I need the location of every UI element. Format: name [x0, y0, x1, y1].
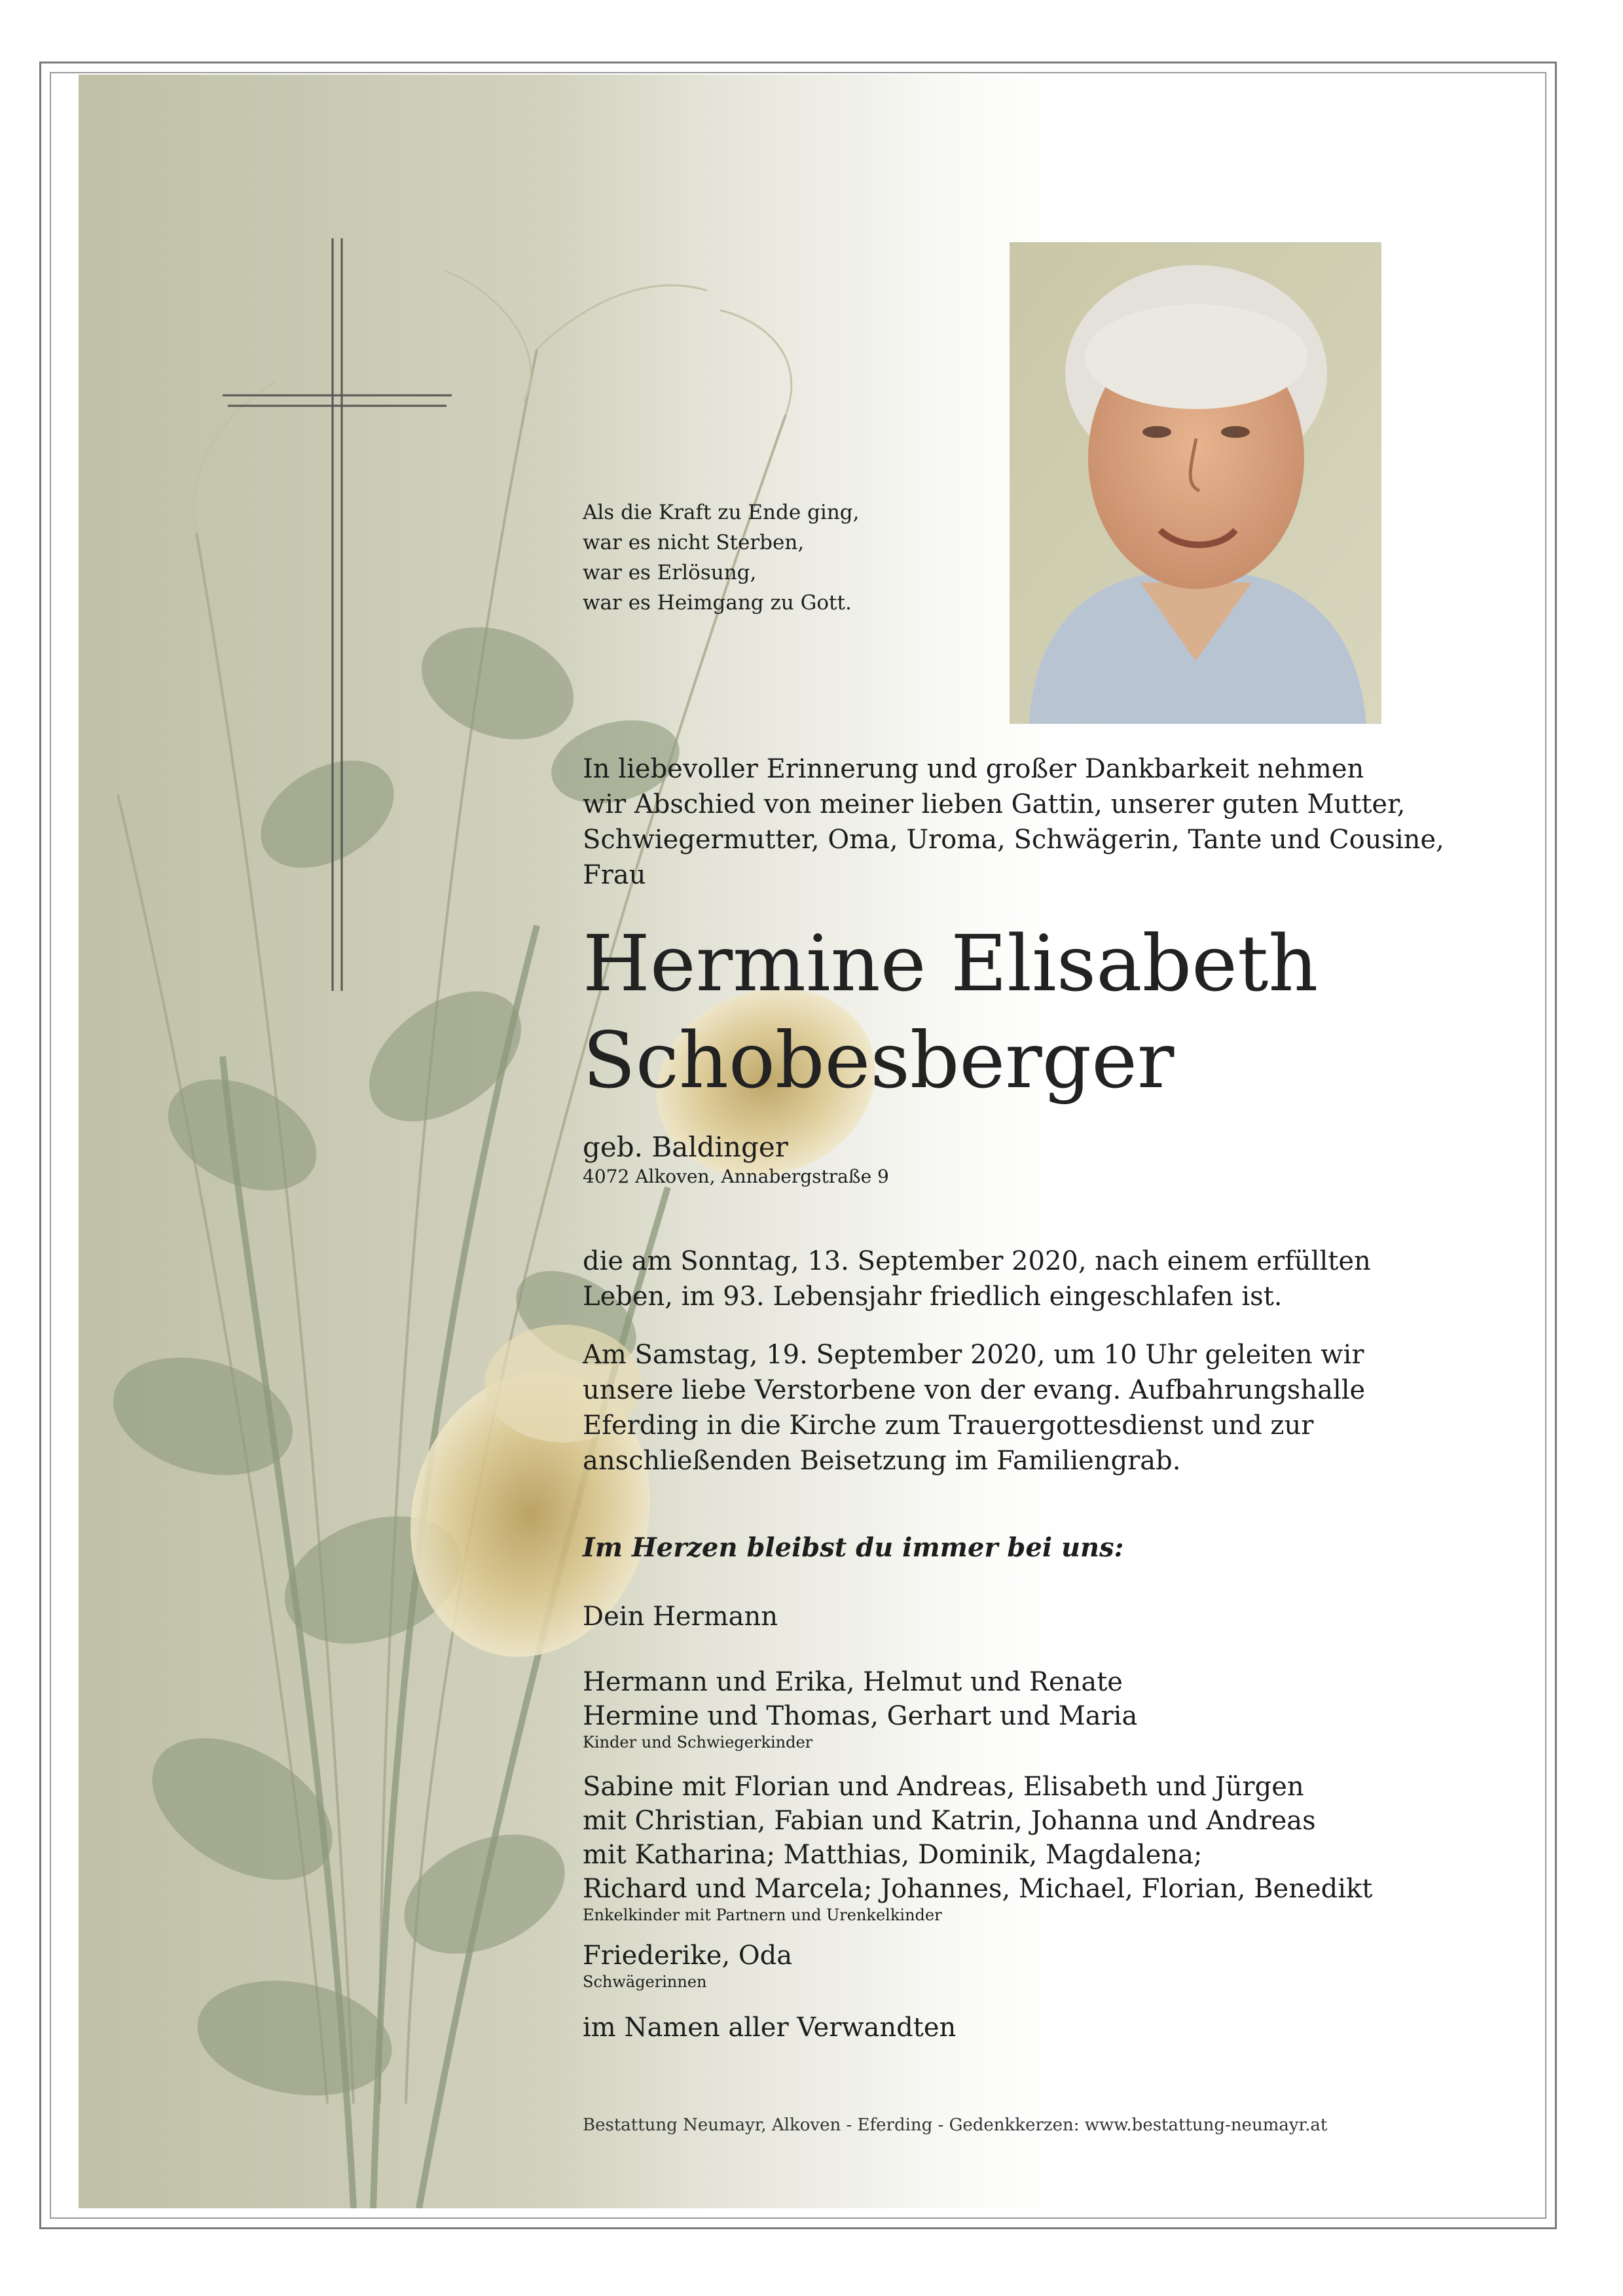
intro-line: In liebevoller Erinnerung und großer Dankbarkeit nehmen — [583, 754, 1364, 784]
intro-line: wir Abschied von meiner lieben Gattin, unserer guten Mutter, — [583, 789, 1406, 819]
grandchildren-line: Richard und Marcela; Johannes, Michael, Florian, Benedikt — [583, 1874, 1373, 1904]
children-line: Hermine und Thomas, Gerhart und Maria — [583, 1701, 1138, 1731]
mourner-grandchildren — [583, 1770, 1532, 1924]
death-line: die am Sonntag, 13. September 2020, nach einem erfüllten — [583, 1246, 1371, 1276]
poem-line: war es nicht Sterben, — [583, 531, 805, 554]
death-notice — [583, 1244, 1532, 1314]
grandchildren-line: Sabine mit Florian und Andreas, Elisabeth und Jürgen — [583, 1772, 1304, 1802]
poem-line: war es Heimgang zu Gott. — [583, 591, 852, 615]
children-note: Kinder und Schwiegerkinder — [583, 1733, 813, 1751]
name-line-1: Hermine Elisabeth — [583, 918, 1319, 1009]
address: 4072 Alkoven, Annabergstraße 9 — [583, 1166, 889, 1187]
husband-name: Dein Hermann — [583, 1602, 778, 1632]
poem-line: Als die Kraft zu Ende ging, — [583, 501, 860, 524]
mourner-husband — [583, 1600, 1532, 1634]
grandchildren-note: Enkelkinder mit Partnern und Urenkelkinder — [583, 1906, 942, 1924]
sisters-in-law-note: Schwägerinnen — [583, 1973, 707, 1991]
closing-line: im Namen aller Verwandten — [583, 2013, 957, 2043]
footer-funeral-home: Bestattung Neumayr, Alkoven - Eferding - Gedenkkerzen: www.bestattung-neumayr.at — [583, 2115, 1328, 2135]
cross-icon — [223, 238, 452, 991]
poem-line: war es Erlösung, — [583, 561, 757, 584]
grandchildren-line: mit Katharina; Matthias, Dominik, Magdalena; — [583, 1840, 1203, 1870]
funeral-line: Am Samstag, 19. September 2020, um 10 Uhr geleiten wir — [583, 1340, 1364, 1370]
funeral-line: anschließenden Beisetzung im Familiengrab. — [583, 1446, 1181, 1476]
name-line-2: Schobesberger — [583, 1015, 1175, 1105]
death-line: Leben, im 93. Lebensjahr friedlich eingeschlafen ist. — [583, 1282, 1283, 1312]
deceased-name — [583, 915, 1532, 1109]
poem — [583, 497, 1532, 618]
portrait-photo — [1010, 242, 1381, 724]
intro-paragraph — [583, 751, 1532, 893]
intro-line: Schwiegermutter, Oma, Uroma, Schwägerin, Tante und Cousine, — [583, 825, 1444, 855]
funeral-line: Eferding in die Kirche zum Trauergottesdienst und zur — [583, 1410, 1314, 1441]
funeral-line: unsere liebe Verstorbene von der evang. Aufbahrungshalle — [583, 1375, 1366, 1405]
mourner-closing — [583, 2011, 1532, 2045]
mourner-sisters-in-law — [583, 1939, 1532, 1991]
mourner-children — [583, 1665, 1532, 1751]
intro-line: Frau — [583, 860, 646, 890]
motto: Im Herzen bleibst du immer bei uns: — [583, 1532, 1124, 1563]
children-line: Hermann und Erika, Helmut und Renate — [583, 1667, 1123, 1697]
grandchildren-line: mit Christian, Fabian und Katrin, Johanna und Andreas — [583, 1806, 1316, 1836]
funeral-notice — [583, 1337, 1532, 1479]
birth-name: geb. Baldinger — [583, 1131, 788, 1163]
sisters-in-law-names: Friederike, Oda — [583, 1941, 793, 1971]
